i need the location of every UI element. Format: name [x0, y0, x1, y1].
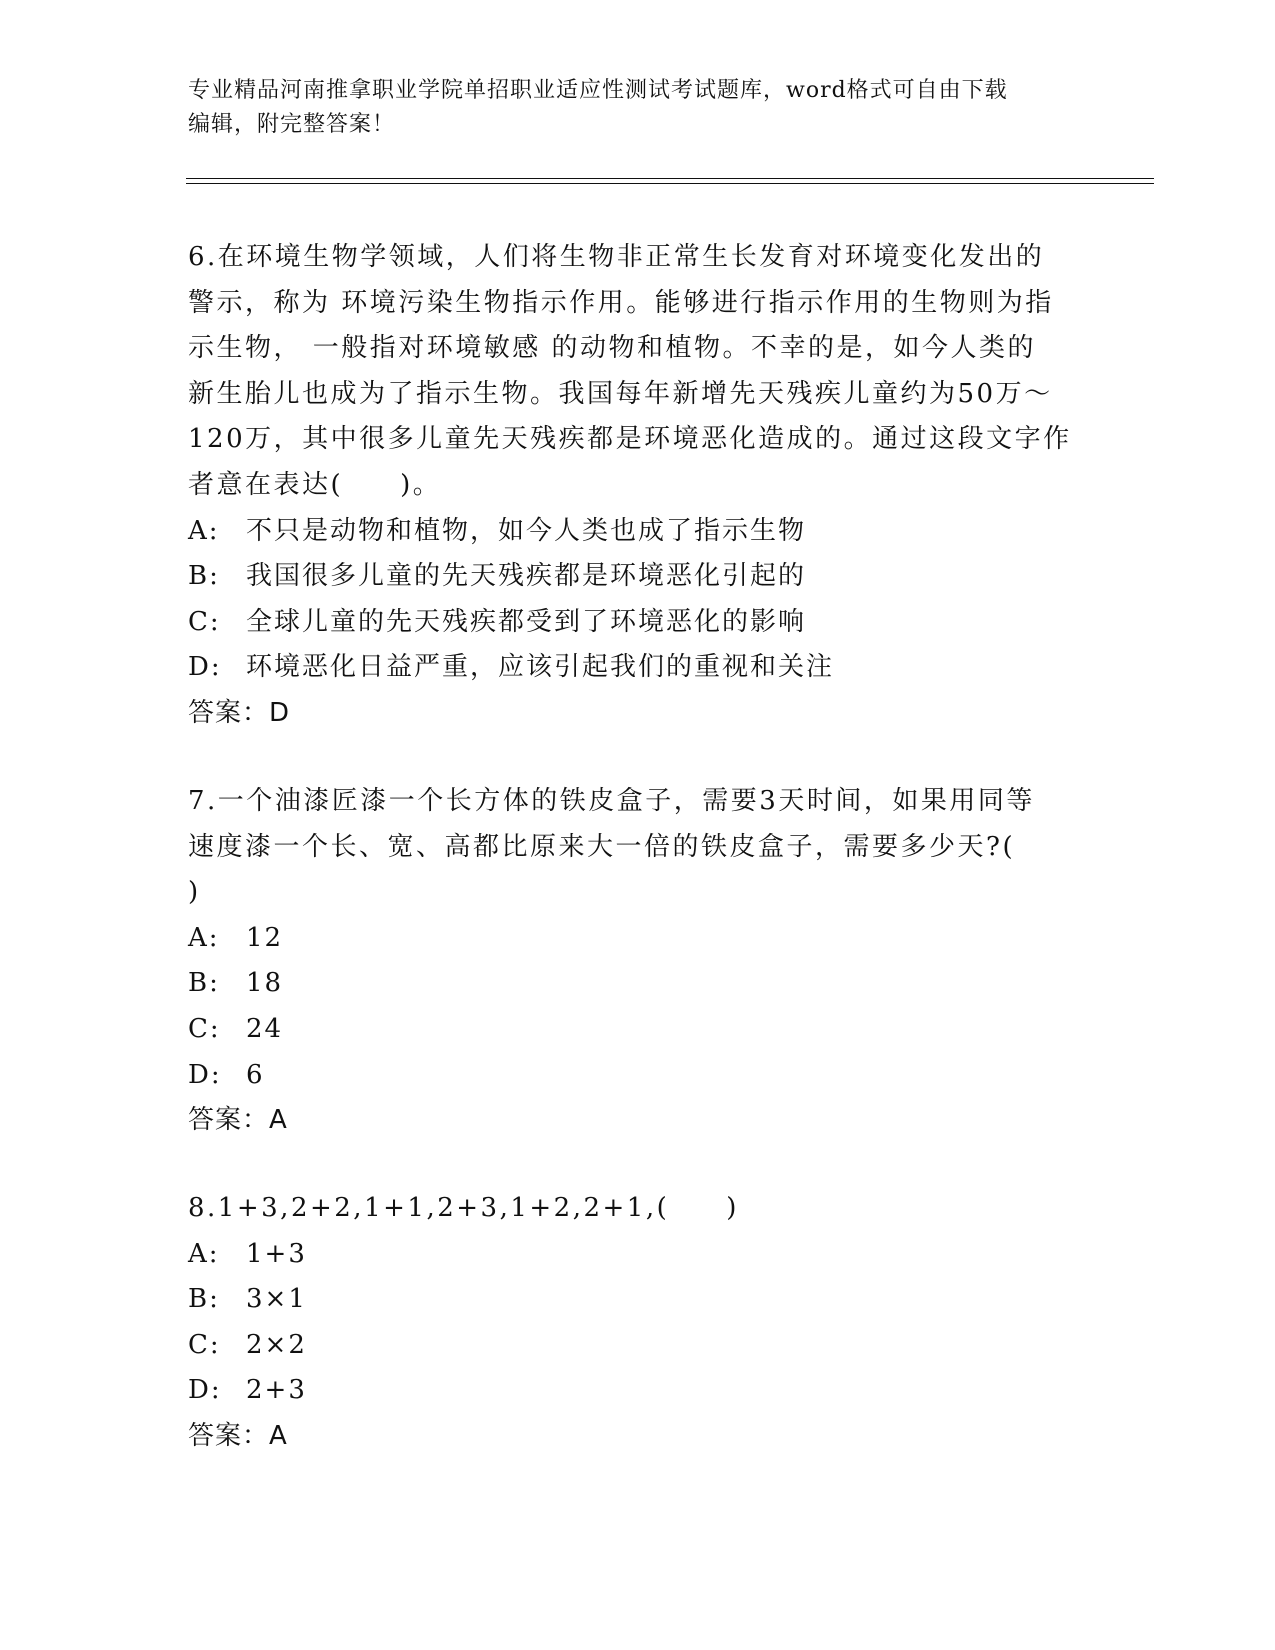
- option-letter: B:: [188, 1284, 220, 1315]
- option-text: 2+3: [246, 1375, 307, 1406]
- option-text: 12: [246, 922, 284, 953]
- stem-line: 速度漆一个长、宽、高都比原来大一倍的铁皮盒子，需要多少天?(: [188, 831, 1016, 862]
- option-d: [188, 1053, 1088, 1099]
- option-letter: C:: [188, 1013, 221, 1044]
- option-d: [188, 1368, 1088, 1414]
- stem-line: 新生胎儿也成为了指示生物。我国每年新增先天残疾儿童约为50万～: [188, 378, 1053, 409]
- option-text: 1+3: [246, 1238, 307, 1269]
- option-letter: B:: [188, 968, 220, 999]
- question-7: [188, 779, 1088, 1144]
- option-letter: D:: [188, 1059, 222, 1090]
- option-text: 3×1: [246, 1284, 307, 1315]
- document-header: [188, 74, 1088, 142]
- header-line-1: 专业精品河南推拿职业学院单招职业适应性测试考试题库，word格式可自由下载: [188, 78, 1008, 103]
- header-divider-bottom: [186, 183, 1154, 184]
- stem-line: ): [188, 877, 201, 908]
- header-divider-top: [186, 178, 1154, 179]
- option-letter: A:: [188, 1238, 220, 1269]
- option-text: 不只是动物和植物，如今人类也成了指示生物: [246, 515, 807, 546]
- stem-line: 示生物， 一般指对环境敏感 的动物和植物。不幸的是，如今人类的: [188, 333, 1037, 364]
- stem-line: 警示，称为 环境污染生物指示作用。能够进行指示作用的生物则为指: [188, 287, 1054, 318]
- option-text: 环境恶化日益严重，应该引起我们的重视和关注: [246, 652, 835, 683]
- option-text: 我国很多儿童的先天残疾都是环境恶化引起的: [246, 561, 807, 592]
- option-letter: C:: [188, 1329, 221, 1360]
- stem-line: 6.在环境生物学领域，人们将生物非正常生长发育对环境变化发出的: [188, 242, 1045, 272]
- option-c: [188, 600, 1088, 646]
- option-c: [188, 1007, 1088, 1053]
- option-text: 全球儿童的先天残疾都受到了环境恶化的影响: [246, 606, 807, 637]
- question-stem: [188, 779, 1088, 916]
- question-6: [188, 235, 1088, 737]
- stem-line: 120万，其中很多儿童先天残疾都是环境恶化造成的。通过这段文字作: [188, 424, 1072, 455]
- option-letter: D:: [188, 652, 222, 683]
- answer-line: 答案：A: [188, 1420, 288, 1451]
- option-letter: B:: [188, 561, 220, 592]
- option-c: [188, 1323, 1088, 1369]
- option-d: [188, 645, 1088, 691]
- stem-line: 7.一个油漆匠漆一个长方体的铁皮盒子，需要3天时间，如果用同等: [188, 786, 1035, 816]
- header-line-2: 编辑，附完整答案！: [188, 112, 396, 137]
- stem-line: 8.1+3,2+2,1+1,2+3,1+2,2+1,( ): [188, 1193, 739, 1223]
- option-letter: C:: [188, 606, 221, 637]
- option-letter: A:: [188, 515, 220, 546]
- answer-line: 答案：D: [188, 697, 291, 728]
- option-a: [188, 916, 1088, 962]
- question-stem: [188, 235, 1088, 509]
- option-b: [188, 554, 1088, 600]
- option-letter: D:: [188, 1375, 222, 1406]
- option-a: [188, 509, 1088, 555]
- option-a: [188, 1232, 1088, 1278]
- option-text: 24: [246, 1013, 284, 1044]
- option-letter: A:: [188, 922, 220, 953]
- question-stem: [188, 1186, 1088, 1232]
- option-b: [188, 1277, 1088, 1323]
- answer-line: 答案：A: [188, 1105, 288, 1136]
- option-text: 2×2: [246, 1329, 307, 1360]
- option-b: [188, 961, 1088, 1007]
- option-text: 18: [246, 968, 284, 999]
- question-8: [188, 1186, 1088, 1460]
- option-text: 6: [246, 1059, 265, 1090]
- stem-line: 者意在表达( )。: [188, 469, 442, 500]
